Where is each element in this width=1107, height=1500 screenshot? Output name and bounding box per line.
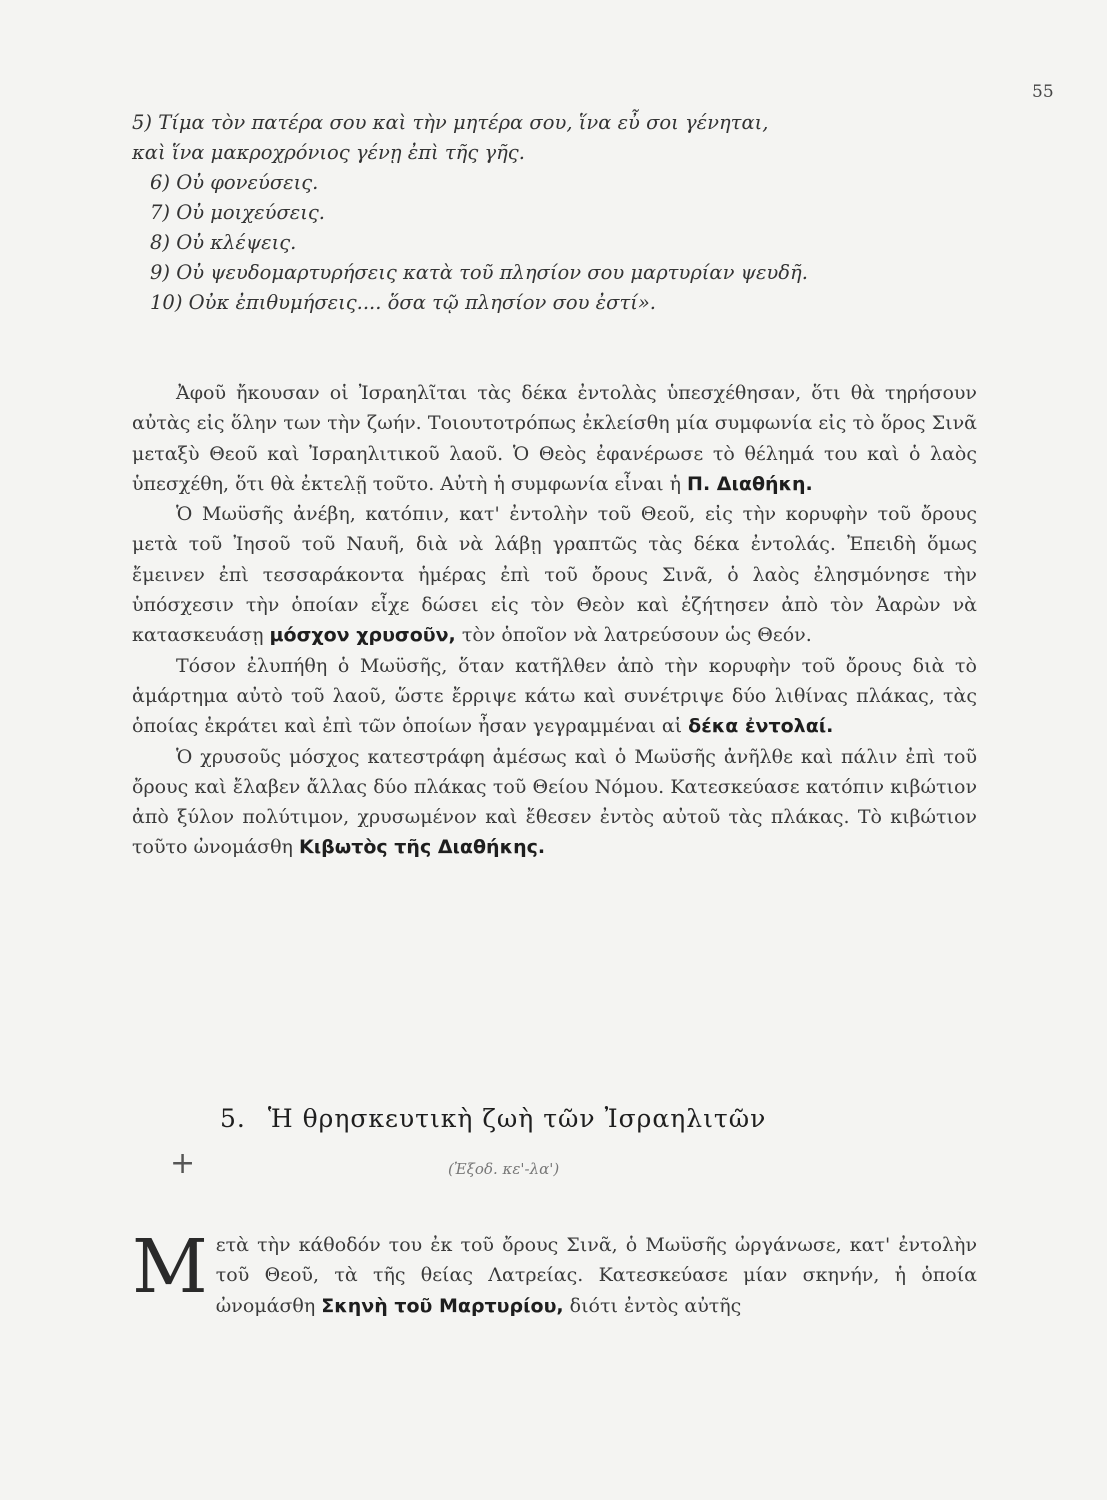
margin-cross-mark: + xyxy=(170,1146,196,1181)
bold-term: Π. Διαθήκη. xyxy=(687,472,813,495)
paragraph-tabernacle xyxy=(132,1224,977,1321)
commandment-5: 5) Τίμα τὸν πατέρα σου καὶ τὴν μητέρα σου, ἵνα εὖ σοι γένηται, xyxy=(132,111,769,134)
drop-cap: Μ xyxy=(132,1224,208,1310)
paragraph-text: ετὰ τὴν κάθοδόν του ἐκ τοῦ ὄρους Σινᾶ, ὁ Μωϋσῆς ὠργάνωσε, κατ' ἐντολὴν τοῦ Θεοῦ, τὰ τῆς θείας Λατρείας. Κατεσκεύασε μίαν σκηνήν, ἡ ὁποία ὠνομάσθη xyxy=(215,1234,977,1317)
commandment-5-continued: καὶ ἵνα μακροχρόνιος γένῃ ἐπὶ τῆς γῆς. xyxy=(132,141,525,164)
bold-term: Κιβωτὸς τῆς Διαθήκης. xyxy=(299,836,546,859)
commandments-list xyxy=(132,108,977,318)
section-reference: (Ἐξοδ. κε'-λα') xyxy=(448,1160,560,1178)
bold-term: μόσχον χρυσοῦν, xyxy=(269,624,456,647)
section-title: Ἡ θρησκευτικὴ ζωὴ τῶν Ἰσραηλιτῶν xyxy=(267,1104,767,1133)
bold-term: Σκηνὴ τοῦ Μαρτυρίου, xyxy=(321,1294,564,1317)
commandment-6: 6) Οὐ φονεύσεις. xyxy=(150,171,319,194)
paragraph-text: Ὁ Μωϋσῆς ἀνέβη, κατόπιν, κατ' ἐντολὴν τοῦ Θεοῦ, εἰς τὴν κορυφὴν τοῦ ὄρους μετὰ τοῦ Ἰησοῦ τοῦ Ναυῆ, διὰ νὰ λάβῃ γραπτῶς τὰς δέκα ἐντολάς. Ἐπειδὴ ὅμως ἔμεινεν ἐπὶ τεσσαράκοντα ἡμέρας ἐπὶ τοῦ ὄρους Σινᾶ, ὁ λαὸς ἐλησμόνησε τὴν ὑπόσχεσιν τὴν ὁποίαν εἶχε δώσει εἰς τὸν Θεὸν καὶ ἐζήτησεν ἀπὸ τὸν Ἀαρὼν νὰ κατασκευάσῃ xyxy=(132,503,977,647)
section-heading xyxy=(220,1104,920,1133)
bold-term: δέκα ἐντολαί. xyxy=(688,715,834,738)
body-text xyxy=(132,378,977,863)
paragraph-text: τὸν ὁποῖον νὰ λατρεύσουν ὡς Θεόν. xyxy=(461,624,812,647)
paragraph-broken-tablets xyxy=(132,651,977,742)
paragraph-ark xyxy=(132,742,977,863)
paragraph-text: διότι ἐντὸς αὐτῆς xyxy=(569,1294,742,1317)
commandment-9: 9) Οὐ ψευδομαρτυρήσεις κατὰ τοῦ πλησίον σου μαρτυρίαν ψευδῆ. xyxy=(150,261,808,284)
section-number: 5. xyxy=(220,1104,246,1133)
paragraph-golden-calf xyxy=(132,499,977,650)
commandment-8: 8) Οὐ κλέψεις. xyxy=(150,231,297,254)
commandment-10: 10) Οὐκ ἐπιθυμήσεις.... ὅσα τῷ πλησίον σου ἐστί». xyxy=(150,291,657,314)
paragraph-text: Ἀφοῦ ἤκουσαν οἱ Ἰσραηλῖται τὰς δέκα ἐντολὰς ὑπεσχέθησαν, ὅτι θὰ τηρήσουν αὐτὰς εἰς ὅλην των τὴν ζωήν. Τοιουτοτρόπως ἐκλείσθη μία συμφωνία εἰς τὸ ὅρος Σινᾶ μεταξὺ Θεοῦ καὶ Ἰσραηλιτικοῦ λαοῦ. Ὁ Θεὸς ἐφανέρωσε τὸ θέλημά του καὶ ὁ λαὸς ὑπεσχέθη, ὅτι θὰ ἐκτελῇ τοῦτο. Αὐτὴ ἡ συμφωνία εἶναι ἡ xyxy=(132,382,977,495)
page-number: 55 xyxy=(1032,82,1054,102)
commandment-7: 7) Οὐ μοιχεύσεις. xyxy=(150,201,325,224)
paragraph-text: Τόσον ἐλυπήθη ὁ Μωϋσῆς, ὅταν κατῆλθεν ἀπὸ τὴν κορυφὴν τοῦ ὄρους διὰ τὸ ἁμάρτημα αὐτὸ τοῦ λαοῦ, ὥστε ἔρριψε κάτω καὶ συνέτριψε δύο λιθίνας πλάκας, τὰς ὁποίας ἐκράτει καὶ ἐπὶ τῶν ὁποίων ἦσαν γεγραμμέναι αἱ xyxy=(132,654,977,738)
paragraph-text: Ὁ χρυσοῦς μόσχος κατεστράφη ἀμέσως καὶ ὁ Μωϋσῆς ἀνῆλθε καὶ πάλιν ἐπὶ τοῦ ὄρους καὶ ἔλαβεν ἄλλας δύο πλάκας τοῦ Θείου Νόμου. Κατεσκεύασε κατόπιν κιβώτιον ἀπὸ ξύλον πολύτιμον, χρυσωμένον καὶ ἔθεσεν ἐντὸς αὐτοῦ τὰς πλάκας. Τὸ κιβώτιον τοῦτο ὠνομάσθη xyxy=(132,745,977,859)
paragraph-covenant xyxy=(132,378,977,499)
